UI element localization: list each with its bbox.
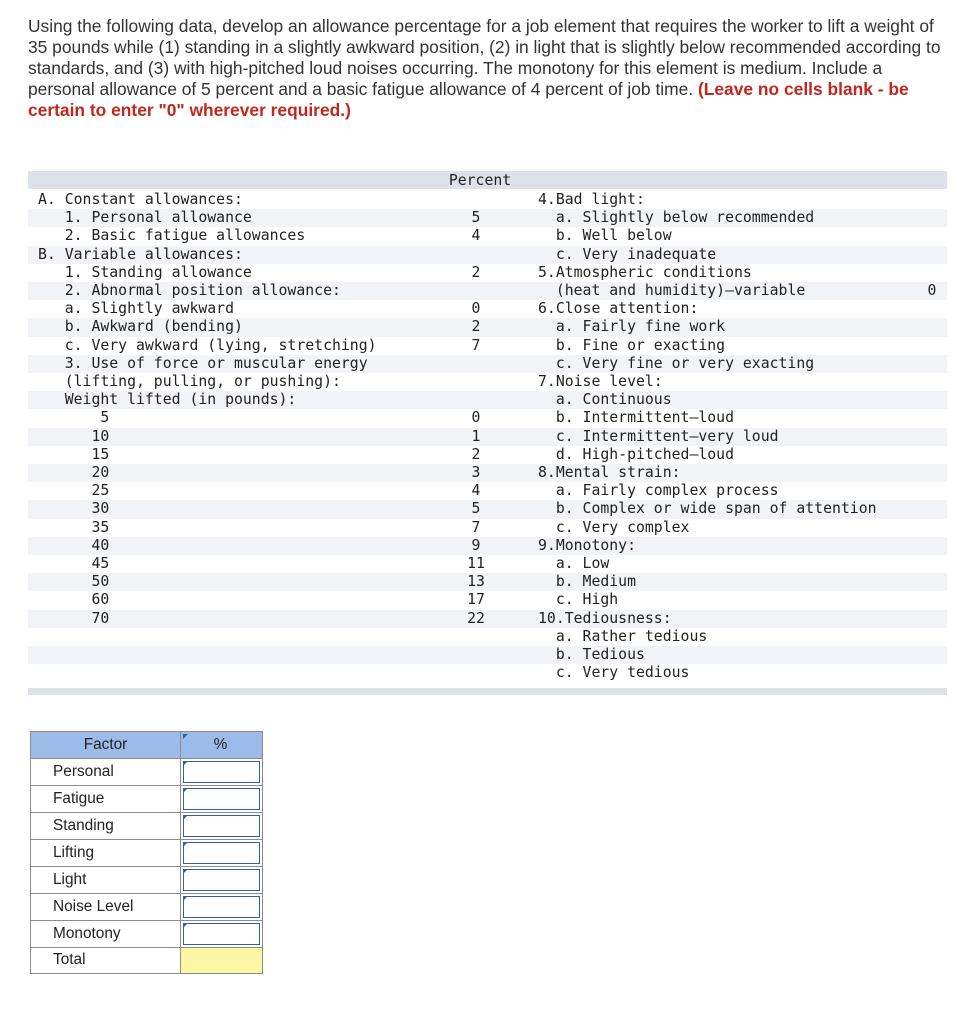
question-text [28,16,948,121]
right-row-value [912,610,952,628]
right-row-label: (heat and humidity)—variable [538,282,806,299]
left-row-value: 0 [471,409,481,427]
answer-row [31,839,263,866]
right-row-label: d. High-pitched—loud [538,445,734,463]
left-row-value: 3 [471,464,481,481]
right-row-label: c. High [538,591,619,609]
left-row-label: c. Very awkward (lying, stretching) [38,336,377,354]
left-row-label: 3. Use of force or muscular energy [38,354,368,372]
allowance-data-table [28,171,947,695]
right-row-value [912,500,952,518]
left-row-label: B. Variable allowances: [38,245,243,263]
right-row-value [912,428,952,446]
right-row-label: a. Rather tedious [538,627,708,645]
right-row-value [912,355,952,373]
percent-input[interactable] [183,896,260,918]
left-row-value [456,373,496,391]
table-stripe [28,664,947,682]
left-row-value: 13 [467,573,485,591]
right-row-value [912,628,952,646]
percent-cell [181,785,263,812]
right-row-value [912,519,952,537]
right-row-label: c. Very complex [538,518,690,536]
left-row-value: 1 [471,427,481,445]
left-row-value [456,191,496,209]
answer-row [31,812,263,839]
answer-header-row [31,732,263,759]
factor-label: Monotony [31,920,181,947]
right-row-label: b. Tedious [538,646,645,663]
table-bottom-bar [28,688,947,695]
right-row-label: 6.Close attention: [538,300,699,318]
left-row-label: 60 [38,591,110,609]
left-row-value: 5 [471,209,481,227]
right-row-label: 9.Monotony: [538,536,636,554]
percent-input[interactable] [183,815,260,837]
answer-row [31,920,263,947]
total-row [31,947,263,974]
right-row-value [912,409,952,427]
answer-row [31,758,263,785]
answer-row [31,866,263,893]
left-row-label: 50 [38,573,110,591]
right-row-value [912,227,952,245]
right-row-label: a. Continuous [538,391,672,409]
factor-header: Factor [31,732,181,759]
table-stripe [28,646,947,664]
percent-input[interactable] [183,869,260,891]
percent-column-header: Percent [448,172,512,189]
percent-input[interactable] [183,788,260,810]
right-row-label: c. Very inadequate [538,245,717,263]
right-row-label: 5.Atmospheric conditions [538,263,752,281]
percent-cell [181,812,263,839]
answer-row [31,893,263,920]
percent-cell [181,758,263,785]
question-body: Using the following data, develop an allowance percentage for a job element that requires the worker to lift a weight of 35 pounds while (1) standing in a slightly awkward position, (2) in light that is slightly below recommended according to standards, and (3) with high-pitched loud noises occurring. The monotony for this element is medium. Include a personal allowance of 5 percent and a basic fatigue allowance of 4 percent of job time. [28,16,941,99]
left-row-value: 11 [467,555,485,572]
left-row-label: 1. Standing allowance [38,263,252,281]
right-row-label: b. Well below [538,227,672,245]
right-row-value [912,318,952,336]
right-row-value: 0 [927,282,937,299]
left-row-label: 2. Abnormal position allowance: [38,282,341,299]
percent-input[interactable] [183,761,260,783]
left-row-label: 40 [38,536,110,554]
right-row-label: c. Intermittent—very loud [538,427,779,445]
left-row-value: 4 [471,482,481,500]
left-row-value: 2 [471,445,481,463]
left-row-label: Weight lifted (in pounds): [38,391,297,409]
right-row-label: 7.Noise level: [538,373,663,390]
left-row-label: a. Slightly awkward [38,300,234,318]
left-row-label: 70 [38,609,110,627]
right-row-value [912,337,952,355]
percent-input[interactable] [183,842,260,864]
left-row-value: 0 [471,300,481,318]
factor-label: Personal [31,758,181,785]
right-row-label: b. Complex or wide span of attention [538,500,877,518]
right-row-value [912,537,952,555]
right-row-value [912,246,952,264]
percent-input[interactable] [183,923,260,945]
right-row-value [912,209,952,227]
left-row-value [456,355,496,373]
total-value-cell [181,947,263,974]
right-row-label: 4.Bad light: [538,191,645,208]
left-row-label: 45 [38,555,110,572]
left-row-value: 2 [471,263,481,281]
left-row-label: 15 [38,445,110,463]
right-row-label: b. Medium [538,573,636,591]
left-row-label: (lifting, pulling, or pushing): [38,373,341,390]
left-row-label: 1. Personal allowance [38,209,252,227]
left-row-value: 5 [471,500,481,518]
right-row-label: c. Very tedious [538,664,690,682]
right-row-value [912,391,952,409]
right-row-label: b. Fine or exacting [538,336,726,354]
factor-label: Standing [31,812,181,839]
factor-label: Light [31,866,181,893]
total-label: Total [31,947,181,974]
right-row-label: b. Intermittent—loud [538,409,734,427]
right-row-label: a. Slightly below recommended [538,209,815,227]
left-row-value: 9 [471,536,481,554]
left-row-value: 4 [471,227,481,245]
percent-cell [181,920,263,947]
right-row-value [912,482,952,500]
factor-label: Noise Level [31,893,181,920]
factor-label: Lifting [31,839,181,866]
left-row-value: 17 [467,591,485,609]
right-row-label: c. Very fine or very exacting [538,354,815,372]
left-row-label: b. Awkward (bending) [38,318,243,336]
left-row-label: 35 [38,518,110,536]
right-row-value [912,191,952,209]
right-row-value [912,573,952,591]
left-row-value [456,246,496,264]
right-row-label: 8.Mental strain: [538,464,681,481]
left-row-label: 5 [38,409,110,427]
left-row-value: 7 [471,336,481,354]
answer-row [31,785,263,812]
right-row-value [912,373,952,391]
right-row-label: 10.Tediousness: [538,609,672,627]
right-row-value [912,264,952,282]
percent-cell [181,893,263,920]
right-row-value [912,446,952,464]
left-row-label: 20 [38,464,110,481]
factor-label: Fatigue [31,785,181,812]
right-row-value [912,591,952,609]
left-row-value: 7 [471,518,481,536]
right-row-value [912,300,952,318]
right-row-label: a. Low [538,555,610,572]
right-row-value [912,646,952,664]
left-row-label: 25 [38,482,110,500]
right-row-value [912,555,952,573]
right-row-value [912,464,952,482]
percent-header: % [181,732,263,759]
right-row-label: a. Fairly fine work [538,318,726,336]
left-row-label: 10 [38,427,110,445]
percent-cell [181,839,263,866]
right-row-value [912,664,952,682]
left-row-value: 2 [471,318,481,336]
question-instruction: (Leave no cells blank - be certain to enter "0" wherever required.) [28,79,909,120]
left-row-value [456,282,496,300]
answer-table [30,731,263,974]
left-row-label: 2. Basic fatigue allowances [38,227,306,245]
left-row-label: A. Constant allowances: [38,191,243,208]
right-row-label: a. Fairly complex process [538,482,779,500]
percent-cell [181,866,263,893]
left-row-value [456,391,496,409]
left-row-value: 22 [467,609,485,627]
left-row-label: 30 [38,500,110,518]
table-stripe [28,628,947,646]
